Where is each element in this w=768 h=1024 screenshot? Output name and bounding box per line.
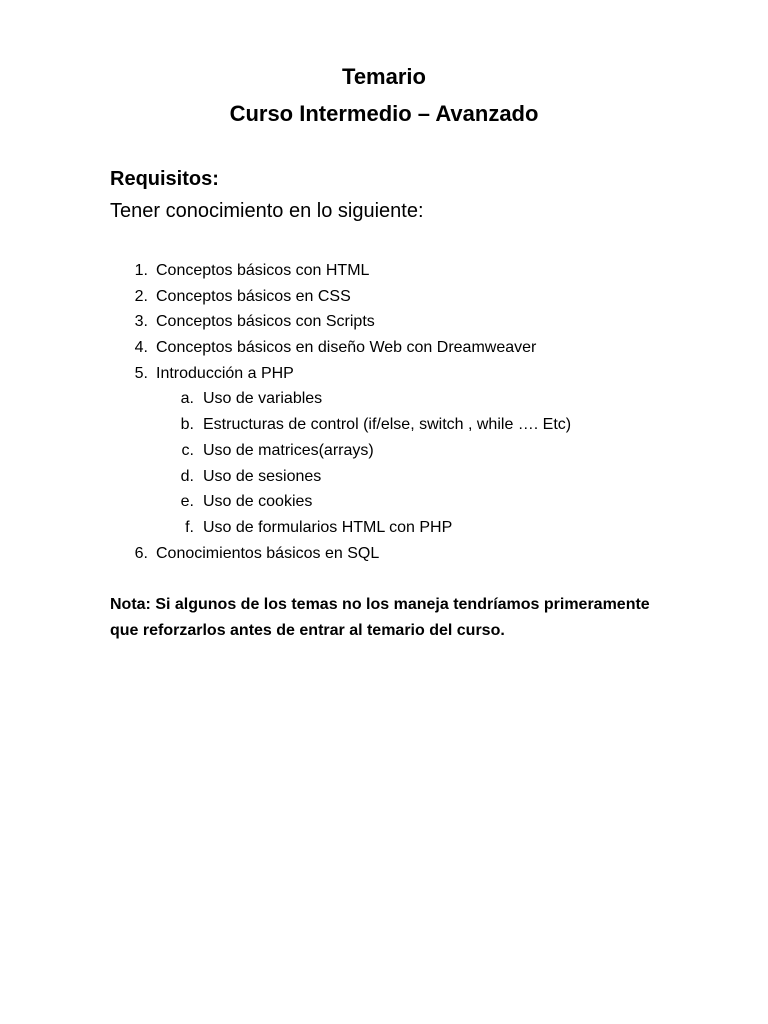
requirements-heading: Requisitos:: [110, 168, 219, 190]
document-title: Temario: [342, 64, 426, 89]
sub-list-item-text: Uso de variables: [203, 390, 323, 408]
note-paragraph: Nota: Si algunos de los temas no los maneja tendríamos primeramente que reforzarlos antes de entrar al temario del curso.: [110, 596, 650, 639]
sub-list-marker: e.: [180, 493, 194, 511]
sub-list-marker: c.: [181, 441, 194, 459]
list-item: [0, 309, 768, 335]
list-marker: 5.: [134, 364, 148, 382]
list-item-text: Conceptos básicos en diseño Web con Dreamweaver: [156, 339, 537, 357]
list-item-text: Conceptos básicos con Scripts: [156, 313, 375, 331]
list-marker: 1.: [134, 262, 148, 279]
list-marker: 6.: [134, 544, 148, 562]
requirements-intro: Tener conocimiento en lo siguiente:: [110, 200, 424, 222]
list-marker: 3.: [134, 313, 148, 331]
sub-list-item-text: Uso de sesiones: [203, 467, 322, 485]
list-item-text: Conceptos básicos en CSS: [156, 287, 351, 305]
sub-list-marker: d.: [180, 467, 194, 485]
list-item-text: Introducción a PHP: [156, 364, 294, 382]
sub-list-item-text: Uso de cookies: [203, 493, 313, 511]
list-item: [0, 541, 768, 567]
sub-list-item: [0, 515, 768, 541]
list-item: [0, 284, 768, 310]
list-item-text: Conceptos básicos con HTML: [156, 262, 370, 279]
sub-list-item: [0, 489, 768, 515]
sub-list-item: [0, 412, 768, 438]
sub-list-marker: a.: [180, 390, 194, 408]
sub-list-item-text: Uso de matrices(arrays): [203, 441, 374, 459]
list-item: [0, 335, 768, 361]
sub-list-item-text: Estructuras de control (if/else, switch , while …. Etc): [203, 416, 572, 434]
list-marker: 2.: [134, 287, 148, 305]
list-marker: 4.: [134, 339, 148, 357]
sub-list-marker: b.: [180, 416, 194, 434]
sub-list-item: [0, 464, 768, 490]
sub-list-item: [0, 386, 768, 412]
sub-list-item: [0, 438, 768, 464]
requirements-list: [0, 258, 768, 566]
sub-list-item-text: Uso de formularios HTML con PHP: [203, 518, 453, 536]
list-item: [0, 361, 768, 387]
document-subtitle: Curso Intermedio – Avanzado: [229, 101, 539, 126]
list-item: [0, 258, 768, 284]
sub-list-marker: f.: [185, 518, 194, 536]
list-item-text: Conocimientos básicos en SQL: [156, 544, 380, 562]
